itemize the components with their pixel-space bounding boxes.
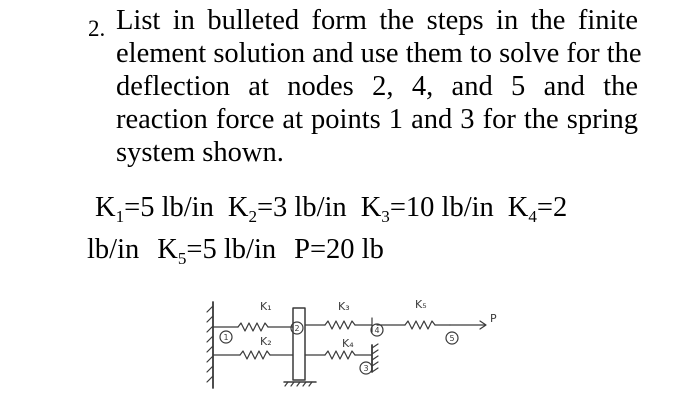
spring-k4-label: K₄ xyxy=(342,337,354,350)
node-5-label: 5 xyxy=(449,334,455,343)
param-k5: $K_5=5$ lb/in xyxy=(157,233,277,268)
question-line: deflection at nodes 2, 4, and 5 and the xyxy=(116,71,638,102)
spring-k1 xyxy=(213,300,293,331)
param-k1: $K_1=5$ lb/in xyxy=(95,192,214,226)
param-k3: $K_3=10$ lb/in xyxy=(360,192,494,226)
question-line: element solution and use them to solve for the xyxy=(116,38,642,69)
question-line: system shown. xyxy=(116,137,284,168)
node-3-label: 3 xyxy=(363,364,369,373)
roller-base xyxy=(284,382,316,386)
question-number: 2. xyxy=(88,16,106,41)
node-5-marker xyxy=(446,332,458,344)
param-k4: $K_4=2$ xyxy=(507,192,568,226)
parameters-block xyxy=(87,191,615,275)
left-wall xyxy=(207,302,213,388)
param-load-p: P=20 lb xyxy=(294,233,384,265)
parameters-row-2 xyxy=(87,233,615,275)
spring-system-figure xyxy=(200,290,515,395)
question-line: List in bulleted form the steps in the finite xyxy=(116,5,638,36)
param-k2: $K_2=3$ lb/in xyxy=(227,192,347,226)
node-1-marker xyxy=(220,331,232,343)
param-k4-unit: lb/in xyxy=(87,233,140,265)
spring-k5 xyxy=(377,298,450,329)
node-2-label: 2 xyxy=(294,324,300,333)
question-text xyxy=(116,4,642,169)
spring-k3 xyxy=(305,300,372,329)
node-1-label: 1 xyxy=(223,333,229,342)
spring-k2-label: K₂ xyxy=(260,335,272,348)
node-4-marker xyxy=(371,318,383,336)
load-p-label: P xyxy=(490,312,497,325)
parameters-row-1 xyxy=(95,191,615,233)
spring-k3-label: K₃ xyxy=(338,300,350,313)
spring-k1-label: K₁ xyxy=(260,300,272,313)
node-2-bar xyxy=(291,308,305,380)
load-p-arrow xyxy=(450,312,497,329)
question-line: reaction force at points 1 and 3 for the spring xyxy=(116,104,638,135)
node-3-wall xyxy=(360,344,378,374)
spring-k5-label: K₅ xyxy=(415,298,427,311)
spring-k4 xyxy=(305,337,372,359)
node-4-label: 4 xyxy=(374,326,380,335)
